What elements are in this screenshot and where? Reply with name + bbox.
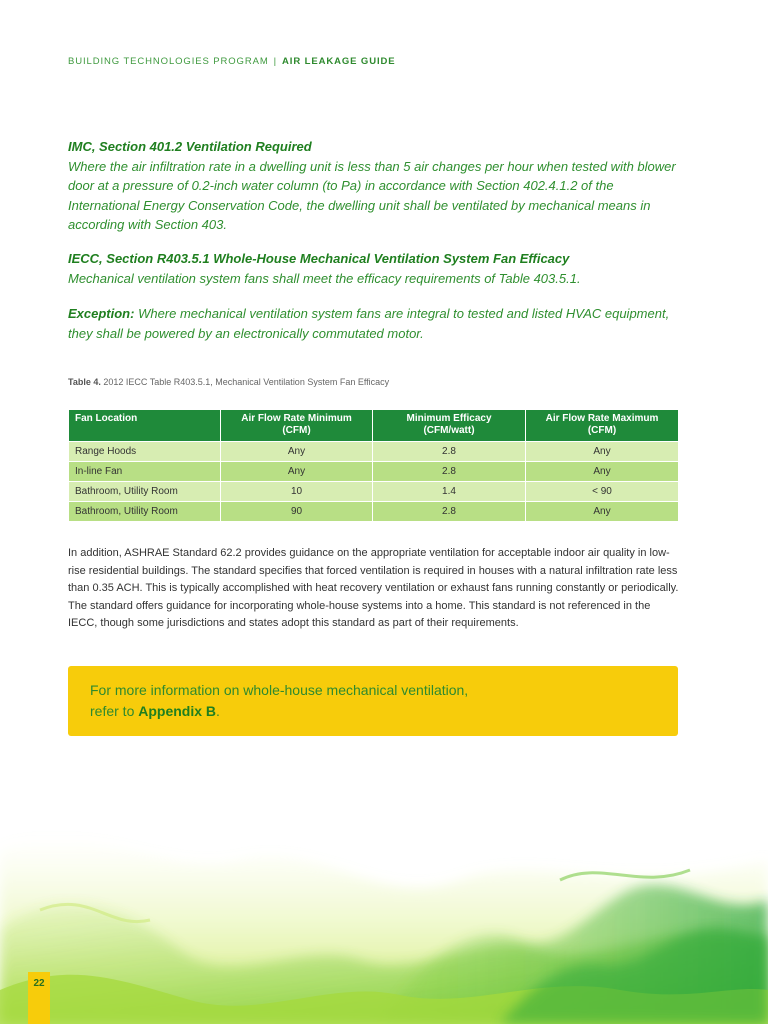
smoke-wave-graphic (0, 790, 768, 1024)
exception-section (68, 304, 678, 343)
callout-text (90, 680, 468, 722)
cell-min-efficacy: 2.8 (373, 502, 526, 522)
header-separator: | (273, 56, 278, 67)
cell-min-efficacy: 1.4 (373, 482, 526, 502)
exception-label: Exception: (68, 306, 135, 321)
header-fan-location: Fan Location (69, 410, 221, 442)
decorative-smoke-art (0, 790, 768, 1024)
iecc-section (68, 249, 678, 288)
cell-air-flow-min: Any (221, 442, 373, 462)
table-header-row (69, 410, 679, 442)
iecc-title: IECC, Section R403.5.1 Whole-House Mechanical Ventilation System Fan Efficacy (68, 251, 570, 266)
cell-air-flow-min: Any (221, 462, 373, 482)
imc-title: IMC, Section 401.2 Ventilation Required (68, 139, 312, 154)
page-number-tab (28, 972, 50, 1024)
cell-air-flow-min: 90 (221, 502, 373, 522)
header-air-flow-max (526, 410, 679, 442)
cell-air-flow-max: Any (526, 462, 679, 482)
cell-fan-location: In-line Fan (69, 462, 221, 482)
fan-efficacy-table (68, 409, 679, 522)
table-caption (68, 377, 389, 387)
table-row (69, 482, 679, 502)
ashrae-paragraph: In addition, ASHRAE Standard 62.2 provides guidance on the appropriate ventilation for acceptable indoor air quality in low-rise residential buildings. The standard specifies that forced ventilation is required in houses with a natural infiltration rate less than 0.35 ACH. This is typically accomplished with heat recovery ventilation or exhaust fans running constantly or periodically. The standard offers guidance for incorporating whole-house systems into a home. This standard is not referenced in the IECC, though some jurisdictions and states adopt this standard as part of their requirements. (68, 547, 679, 629)
table-caption-label: Table 4. (68, 377, 101, 387)
cell-min-efficacy: 2.8 (373, 462, 526, 482)
imc-section (68, 137, 678, 235)
cell-air-flow-max: Any (526, 442, 679, 462)
cell-air-flow-max: < 90 (526, 482, 679, 502)
table-row (69, 502, 679, 522)
cell-air-flow-min: 10 (221, 482, 373, 502)
header-min-efficacy-text: Minimum Efficacy (CFM/watt) (406, 413, 492, 436)
header-air-flow-max-text: Air Flow Rate Maximum (CFM) (545, 413, 659, 436)
table-row (69, 442, 679, 462)
callout-line2-prefix: refer to (90, 703, 139, 719)
header-air-flow-min (221, 410, 373, 442)
page-number: 22 (33, 978, 45, 989)
running-header (68, 56, 396, 67)
cell-air-flow-max: Any (526, 502, 679, 522)
info-callout (68, 666, 678, 736)
cell-fan-location: Bathroom, Utility Room (69, 502, 221, 522)
imc-body: Where the air infiltration rate in a dwelling unit is less than 5 air changes per hour when tested with blower door at a pressure of 0.2-inch water column (to Pa) in accordance with Section 402.4.1.2 of the International Energy Conservation Code, the dwelling unit shall be ventilated by mechanical means in according with Section 403. (68, 158, 676, 232)
cell-fan-location: Bathroom, Utility Room (69, 482, 221, 502)
callout-line2-suffix: . (216, 703, 220, 719)
callout-line1: For more information on whole-house mechanical ventilation, (90, 682, 469, 698)
appendix-b-link[interactable]: Appendix B (138, 703, 217, 719)
table-row (69, 462, 679, 482)
header-guide-title: AIR LEAKAGE GUIDE (282, 56, 396, 67)
exception-body: Where mechanical ventilation system fans are integral to tested and listed HVAC equipment, they shall be powered by an electronically commutated motor. (68, 306, 670, 341)
cell-min-efficacy: 2.8 (373, 442, 526, 462)
header-min-efficacy (373, 410, 526, 442)
table-caption-text: 2012 IECC Table R403.5.1, Mechanical Ventilation System Fan Efficacy (100, 377, 390, 387)
cell-fan-location: Range Hoods (69, 442, 221, 462)
header-program: BUILDING TECHNOLOGIES PROGRAM (68, 56, 269, 67)
iecc-body: Mechanical ventilation system fans shall meet the efficacy requirements of Table 403.5.1. (68, 270, 581, 286)
header-air-flow-min-text: Air Flow Rate Minimum (CFM) (241, 413, 352, 436)
